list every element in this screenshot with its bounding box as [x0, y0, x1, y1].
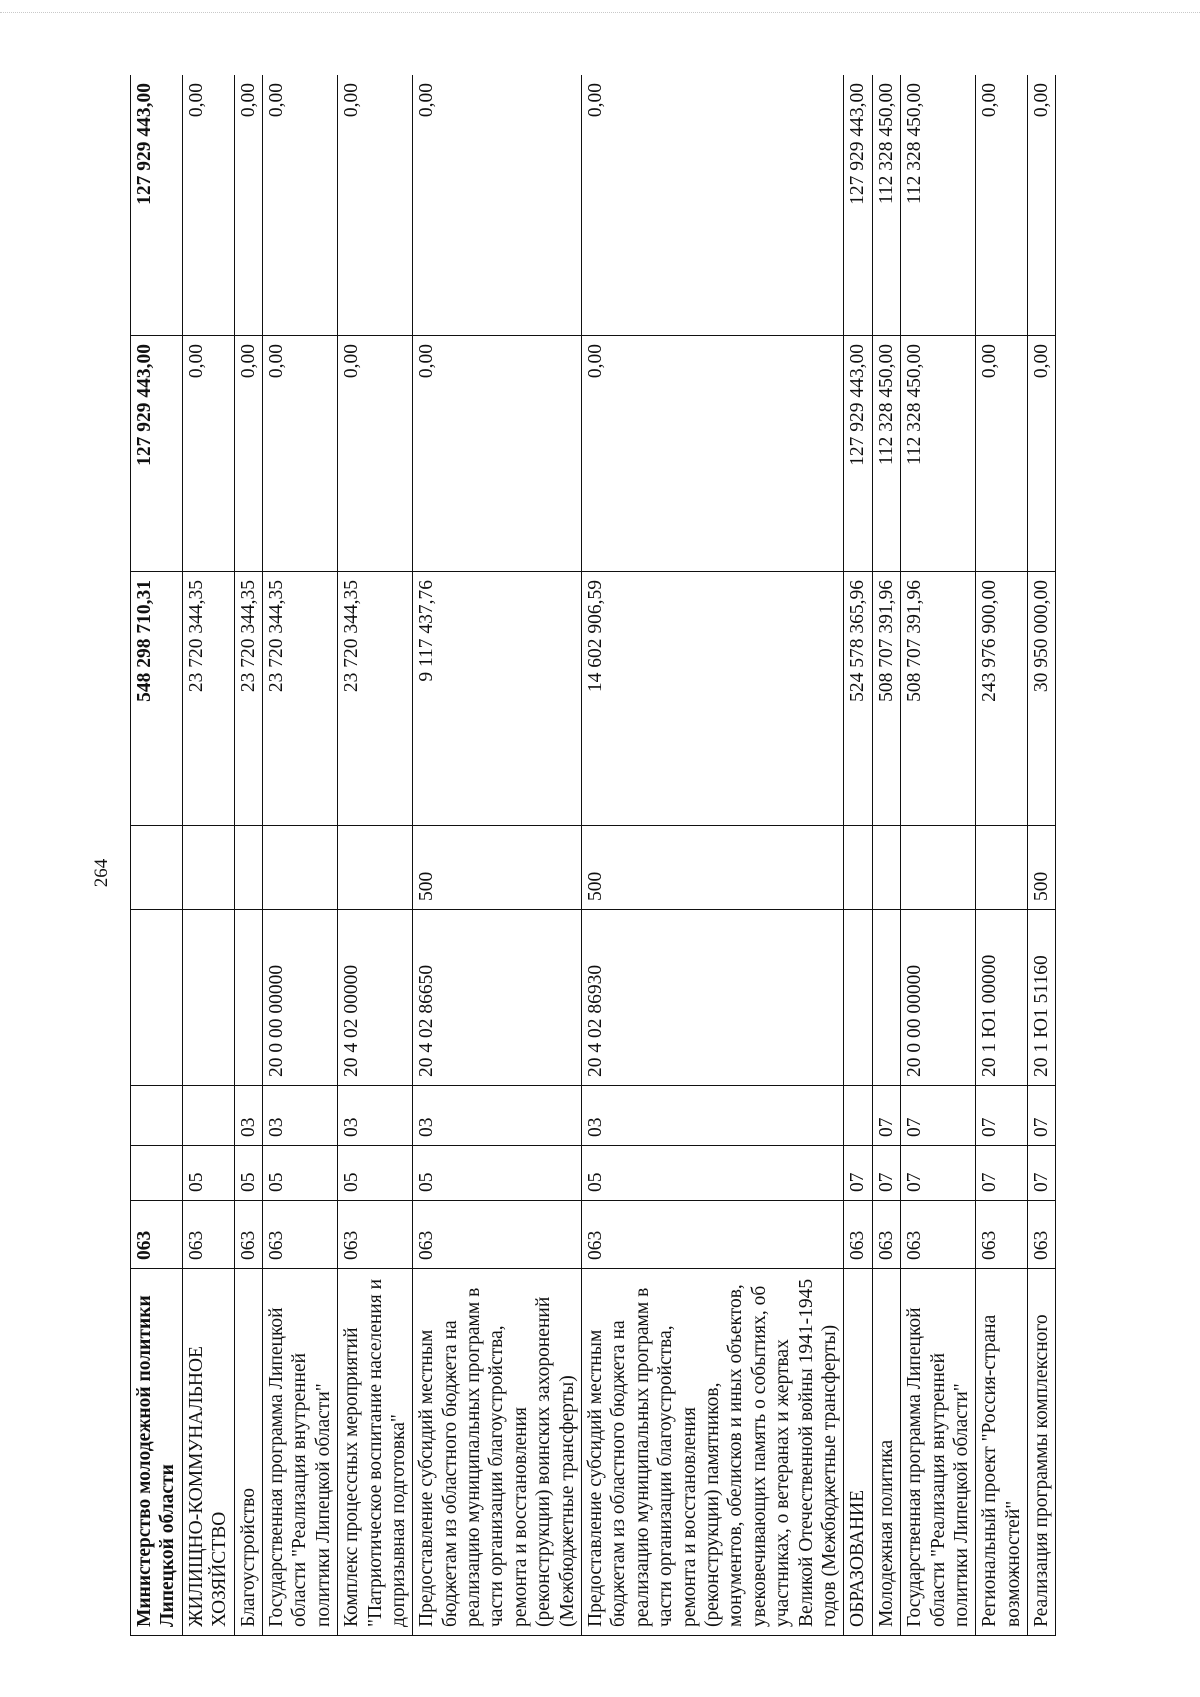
- row-name-cell: ЖИЛИЩНО-КОММУНАЛЬНОЕ ХОЗЯЙСТВО: [182, 1269, 234, 1636]
- row-name-cell: Реализация программы комплексного: [1028, 1269, 1056, 1636]
- row-subsection-cell: 07: [901, 1086, 976, 1146]
- row-name-cell: Предоставление субсидий местным бюджетам из областного бюджета на реализацию муниципальных программ в части организации благоустройства, ремонта и восстановления (реконструкции) памятников, монументов, обелисков и иных объектов, увековечивающих память о событиях, об участниках, о ветеранах и жертвах Великой Отечественной войны 1941-1945 годов (Межбюджетные трансферты): [582, 1269, 844, 1636]
- row-amount-1-cell: 14 602 906,59: [582, 572, 844, 826]
- row-subsection-cell: 03: [413, 1086, 582, 1146]
- row-amount-1-cell: 243 976 900,00: [976, 572, 1028, 826]
- row-expense-type-cell: [262, 826, 337, 910]
- row-subsection-cell: [131, 1086, 183, 1146]
- row-expense-type-cell: [182, 826, 234, 910]
- row-amount-1-cell: 508 707 391,96: [901, 572, 976, 826]
- row-amount-2-cell: 0,00: [582, 336, 844, 572]
- row-name-cell: Государственная программа Липецкой области "Реализация внутренней политики Липецкой области": [901, 1269, 976, 1636]
- row-amount-3-cell: 0,00: [262, 75, 337, 336]
- row-name-cell: ОБРАЗОВАНИЕ: [844, 1269, 872, 1636]
- row-section-cell: 05: [338, 1146, 413, 1201]
- row-amount-2-cell: 0,00: [976, 336, 1028, 572]
- row-amount-1-cell: 9 117 437,76: [413, 572, 582, 826]
- row-section-cell: 05: [413, 1146, 582, 1201]
- row-amount-2-cell: 127 929 443,00: [844, 336, 872, 572]
- row-subsection-cell: [844, 1086, 872, 1146]
- row-subsection-cell: 03: [234, 1086, 262, 1146]
- row-amount-3-cell: 127 929 443,00: [131, 75, 183, 336]
- row-code-cell: 063: [262, 1201, 337, 1269]
- row-target-article-cell: [872, 910, 900, 1086]
- row-subsection-cell: 03: [582, 1086, 844, 1146]
- row-section-cell: 07: [976, 1146, 1028, 1201]
- row-section-cell: 05: [582, 1146, 844, 1201]
- row-code-cell: 063: [413, 1201, 582, 1269]
- row-name-cell: Министерство молодежной политики Липецкой области: [131, 1269, 183, 1636]
- row-target-article-cell: 20 4 02 00000: [338, 910, 413, 1086]
- row-section-cell: 07: [1028, 1146, 1056, 1201]
- table-row: [872, 75, 900, 1636]
- row-amount-3-cell: 112 328 450,00: [872, 75, 900, 336]
- row-section-cell: [131, 1146, 183, 1201]
- row-subsection-cell: 03: [338, 1086, 413, 1146]
- row-amount-3-cell: 127 929 443,00: [844, 75, 872, 336]
- row-section-cell: 05: [262, 1146, 337, 1201]
- row-code-cell: 063: [976, 1201, 1028, 1269]
- row-expense-type-cell: [872, 826, 900, 910]
- table-row: [901, 75, 976, 1636]
- row-amount-2-cell: 112 328 450,00: [872, 336, 900, 572]
- row-code-cell: 063: [872, 1201, 900, 1269]
- row-name-cell: Региональный проект "Россия-страна возможностей": [976, 1269, 1028, 1636]
- row-amount-2-cell: 112 328 450,00: [901, 336, 976, 572]
- row-amount-1-cell: 23 720 344,35: [338, 572, 413, 826]
- row-expense-type-cell: [131, 826, 183, 910]
- row-expense-type-cell: [844, 826, 872, 910]
- row-amount-2-cell: 0,00: [413, 336, 582, 572]
- row-name-cell: Государственная программа Липецкой области "Реализация внутренней политики Липецкой области": [262, 1269, 337, 1636]
- row-target-article-cell: 20 0 00 00000: [901, 910, 976, 1086]
- row-amount-1-cell: 23 720 344,35: [182, 572, 234, 826]
- row-name-cell: Молодежная политика: [872, 1269, 900, 1636]
- row-name-cell: Предоставление субсидий местным бюджетам из областного бюджета на реализацию муниципальных программ в части организации благоустройства, ремонта и восстановления (реконструкции) воинских захоронений (Межбюджетные трансферты): [413, 1269, 582, 1636]
- row-section-cell: 07: [844, 1146, 872, 1201]
- row-amount-1-cell: 23 720 344,35: [234, 572, 262, 826]
- row-code-cell: 063: [844, 1201, 872, 1269]
- page-top-edge: [0, 12, 1200, 13]
- row-expense-type-cell: 500: [1028, 826, 1056, 910]
- row-code-cell: 063: [182, 1201, 234, 1269]
- row-code-cell: 063: [131, 1201, 183, 1269]
- table-row: [976, 75, 1028, 1636]
- row-amount-2-cell: 127 929 443,00: [131, 336, 183, 572]
- row-subsection-cell: 07: [976, 1086, 1028, 1146]
- table-row: [1028, 75, 1056, 1636]
- table-row: [234, 75, 262, 1636]
- row-amount-2-cell: 0,00: [182, 336, 234, 572]
- row-amount-2-cell: 0,00: [338, 336, 413, 572]
- rotated-table-wrapper: [130, 75, 1180, 1636]
- row-code-cell: 063: [1028, 1201, 1056, 1269]
- table-body: [131, 75, 1056, 1636]
- row-amount-1-cell: 30 950 000,00: [1028, 572, 1056, 826]
- row-target-article-cell: 20 4 02 86650: [413, 910, 582, 1086]
- row-amount-2-cell: 0,00: [1028, 336, 1056, 572]
- row-amount-3-cell: 0,00: [338, 75, 413, 336]
- row-section-cell: 05: [234, 1146, 262, 1201]
- row-amount-2-cell: 0,00: [234, 336, 262, 572]
- row-section-cell: 07: [901, 1146, 976, 1201]
- row-expense-type-cell: 500: [413, 826, 582, 910]
- row-target-article-cell: [844, 910, 872, 1086]
- table-row: [131, 75, 183, 1636]
- row-code-cell: 063: [234, 1201, 262, 1269]
- row-name-cell: Комплекс процессных мероприятий "Патриотическое воспитание населения и допризывная подготовка": [338, 1269, 413, 1636]
- row-amount-1-cell: 508 707 391,96: [872, 572, 900, 826]
- row-expense-type-cell: [976, 826, 1028, 910]
- row-amount-3-cell: 0,00: [1028, 75, 1056, 336]
- row-amount-3-cell: 0,00: [234, 75, 262, 336]
- row-expense-type-cell: [338, 826, 413, 910]
- row-amount-3-cell: 112 328 450,00: [901, 75, 976, 336]
- table-row: [262, 75, 337, 1636]
- row-subsection-cell: 03: [262, 1086, 337, 1146]
- row-expense-type-cell: 500: [582, 826, 844, 910]
- row-amount-2-cell: 0,00: [262, 336, 337, 572]
- row-target-article-cell: 20 4 02 86930: [582, 910, 844, 1086]
- row-code-cell: 063: [582, 1201, 844, 1269]
- row-amount-1-cell: 23 720 344,35: [262, 572, 337, 826]
- row-section-cell: 05: [182, 1146, 234, 1201]
- row-target-article-cell: 20 1 Ю1 51160: [1028, 910, 1056, 1086]
- row-amount-3-cell: 0,00: [413, 75, 582, 336]
- row-amount-1-cell: 524 578 365,96: [844, 572, 872, 826]
- row-target-article-cell: 20 0 00 00000: [262, 910, 337, 1086]
- row-subsection-cell: 07: [1028, 1086, 1056, 1146]
- row-target-article-cell: [234, 910, 262, 1086]
- table-row: [844, 75, 872, 1636]
- row-amount-3-cell: 0,00: [976, 75, 1028, 336]
- budget-table: [130, 75, 1056, 1636]
- row-code-cell: 063: [338, 1201, 413, 1269]
- row-expense-type-cell: [234, 826, 262, 910]
- table-viewport: [130, 75, 1180, 1636]
- table-row: [413, 75, 582, 1636]
- row-target-article-cell: 20 1 Ю1 00000: [976, 910, 1028, 1086]
- row-target-article-cell: [182, 910, 234, 1086]
- row-target-article-cell: [131, 910, 183, 1086]
- table-row: [582, 75, 844, 1636]
- row-amount-1-cell: 548 298 710,31: [131, 572, 183, 826]
- row-amount-3-cell: 0,00: [582, 75, 844, 336]
- row-name-cell: Благоустройство: [234, 1269, 262, 1636]
- table-row: [338, 75, 413, 1636]
- row-subsection-cell: 07: [872, 1086, 900, 1146]
- table-row: [182, 75, 234, 1636]
- row-subsection-cell: [182, 1086, 234, 1146]
- row-code-cell: 063: [901, 1201, 976, 1269]
- row-section-cell: 07: [872, 1146, 900, 1201]
- page-number: 264: [91, 858, 112, 888]
- row-expense-type-cell: [901, 826, 976, 910]
- row-amount-3-cell: 0,00: [182, 75, 234, 336]
